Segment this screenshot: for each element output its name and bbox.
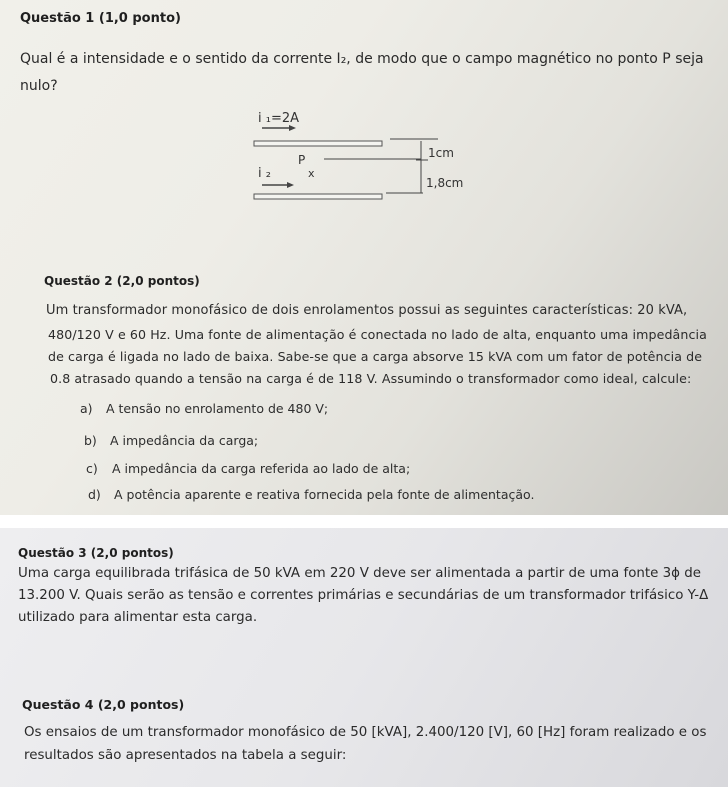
exam-page-2 [0, 528, 728, 787]
q3-text-line-3: utilizado para alimentar esta carga. [18, 610, 258, 625]
q2-item-b-text: A impedância da carga; [110, 433, 259, 448]
i2-label: i ₂ [258, 166, 271, 181]
i2-arrowhead [287, 182, 294, 188]
q2-title: Questão 2 (2,0 pontos) [44, 274, 200, 288]
q2-item-a-text: A tensão no enrolamento de 480 V; [106, 401, 329, 416]
q2-text-line-4: 0.8 atrasado quando a tensão na carga é de 118 V. Assumindo o transformador como ideal, calcule: [50, 371, 692, 386]
q1-wire-figure [240, 105, 500, 210]
q2-item-c-letter: c) [86, 461, 98, 476]
dist-1cm-label: 1cm [428, 146, 454, 160]
q1-text-line-2: nulo? [20, 78, 58, 94]
q2-item-d-text: A potência aparente e reativa fornecida pela fonte de alimentação. [114, 487, 535, 502]
q2-item-c-text: A impedância da carga referida ao lado de alta; [112, 461, 411, 476]
q4-text-line-1: Os ensaios de um transformador monofásico de 50 [kVA], 2.400/120 [V], 60 [Hz] foram realizado e os [24, 725, 707, 740]
q3-text-line-2: 13.200 V. Quais serão as tensão e correntes primárias e secundárias de um transformador trifásico Y-Δ [18, 588, 709, 603]
wire-1 [254, 141, 382, 146]
q1-text-line-1: Qual é a intensidade e o sentido da corrente I₂, de modo que o campo magnético no ponto P seja [20, 51, 704, 67]
q2-text-line-1: Um transformador monofásico de dois enrolamentos possui as seguintes características: 20 kVA, [46, 303, 688, 318]
q2-text-line-3: de carga é ligada no lado de baixa. Sabe-se que a carga absorve 15 kVA com um fator de potência de [48, 349, 703, 364]
point-p-marker: x [308, 167, 315, 180]
dist-1-8cm-label: 1,8cm [426, 176, 464, 190]
q3-text-line-1: Uma carga equilibrada trifásica de 50 kVA em 220 V deve ser alimentada a partir de uma fonte 3ϕ de [18, 566, 701, 581]
q2-item-d-letter: d) [88, 487, 101, 502]
q4-text-line-2: resultados são apresentados na tabela a seguir: [24, 748, 347, 763]
wire-2 [254, 194, 382, 199]
q3-title: Questão 3 (2,0 pontos) [18, 546, 174, 560]
q2-item-c [86, 461, 410, 476]
q2-item-b-letter: b) [84, 433, 97, 448]
q2-item-a-letter: a) [80, 401, 93, 416]
q2-text-line-2: 480/120 V e 60 Hz. Uma fonte de alimentação é conectada no lado de alta, enquanto uma impedância [48, 327, 707, 342]
q2-item-d [88, 487, 534, 502]
q4-title: Questão 4 (2,0 pontos) [22, 697, 185, 712]
point-p-label: P [298, 153, 306, 167]
q2-item-a [80, 401, 328, 416]
q2-item-b [84, 433, 258, 448]
q1-title: Questão 1 (1,0 ponto) [20, 11, 181, 26]
i1-label: i ₁=2A [258, 111, 300, 126]
